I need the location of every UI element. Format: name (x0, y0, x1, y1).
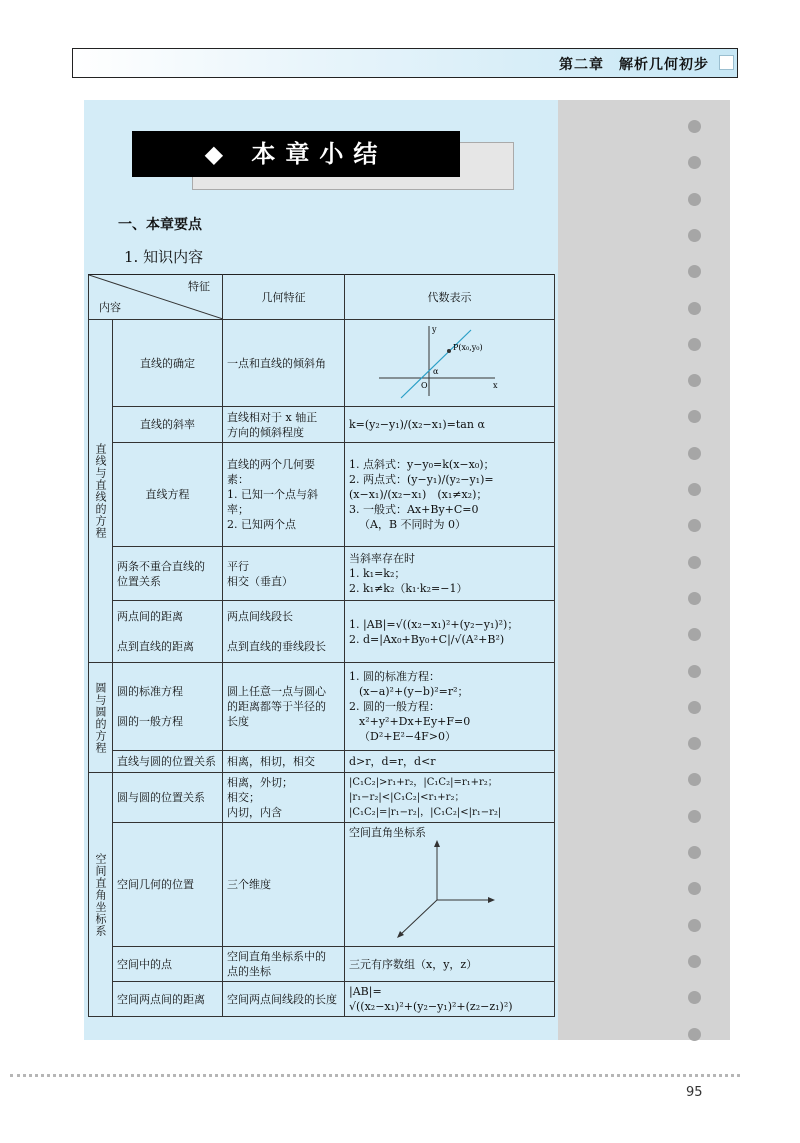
binder-hole (688, 120, 701, 133)
binder-hole (688, 955, 701, 968)
binder-hole (688, 229, 701, 242)
row-geo: 相离，相切，相交 (223, 751, 345, 773)
diagonal-header-cell (89, 275, 223, 320)
row-geo: 空间直角坐标系中的 点的坐标 (223, 947, 345, 982)
row-geo: 相离，外切； 相交； 内切，内含 (223, 773, 345, 823)
row-item: 两条不重合直线的 位置关系 (113, 547, 223, 601)
chapter-header-bar (72, 48, 738, 78)
binder-hole (688, 810, 701, 823)
table-row (89, 663, 555, 751)
row-alg: 1. 点斜式：y−y₀=k(x−x₀)； 2. 两点式：(y−y₁)/(y₂−y₁)=(x−x₁)/(x₂−x₁) (x₁≠x₂)； 3. 一般式：Ax+By+C=0 （A，B 不同时为 0） (345, 443, 555, 547)
row-item: 直线的确定 (113, 320, 223, 407)
binder-hole (688, 302, 701, 315)
row-geo: 直线的两个几何要 素： 1. 已知一个点与斜 率； 2. 已知两个点 (223, 443, 345, 547)
table-row (89, 982, 555, 1017)
row-item: 空间几何的位置 (113, 823, 223, 947)
binder-hole (688, 592, 701, 605)
group-circle-equation: 圆与圆的方程 (89, 663, 113, 773)
binder-hole (688, 483, 701, 496)
table-row (89, 547, 555, 601)
row-item: 直线方程 (113, 443, 223, 547)
space-axes-diagram (349, 840, 549, 940)
section-title: ◆ 本章小结 (132, 131, 460, 177)
binder-hole (688, 374, 701, 387)
row-geo: 平行 相交（垂直） (223, 547, 345, 601)
chapter-title: 第二章 解析几何初步 (559, 57, 709, 73)
row-geo: 空间两点间线段的长度 (223, 982, 345, 1017)
binder-hole (688, 701, 701, 714)
row-item: 圆与圆的位置关系 (113, 773, 223, 823)
heading-key-points: 一、本章要点 (118, 217, 202, 233)
table-row (89, 773, 555, 823)
binder-strip (558, 100, 730, 1040)
row-alg: 1. 圆的标准方程： (x−a)²+(y−b)²=r²； 2. 圆的一般方程： x²+y²+Dx+Ey+F=0 （D²+E²−4F>0） (345, 663, 555, 751)
row-alg: d>r，d=r，d<r (345, 751, 555, 773)
summary-table (88, 274, 555, 1017)
row-item: 两点间的距离 点到直线的距离 (113, 601, 223, 663)
row-geo: 两点间线段长 点到直线的垂线段长 (223, 601, 345, 663)
table-row (89, 751, 555, 773)
row-item: 圆的标准方程 圆的一般方程 (113, 663, 223, 751)
row-geo: 圆上任意一点与圆心 的距离都等于半径的 长度 (223, 663, 345, 751)
header-feature: 特征 (188, 280, 210, 293)
group-line-equation: 直线与直线的方程 (89, 320, 113, 663)
binder-hole (688, 556, 701, 569)
row-geo: 直线相对于 x 轴正 方向的倾斜程度 (223, 407, 345, 443)
row-geo: 一点和直线的倾斜角 (223, 320, 345, 407)
line-direction-diagram (349, 322, 549, 400)
table-row (89, 443, 555, 547)
row-alg: |AB|= √((x₂−x₁)²+(y₂−y₁)²+(z₂−z₁)²) (345, 982, 555, 1017)
row-alg: 1. |AB|=√((x₂−x₁)²+(y₂−y₁)²)； 2. d=|Ax₀+By₀+C|/√(A²+B²) (345, 601, 555, 663)
table-row (89, 823, 555, 947)
binder-hole (688, 737, 701, 750)
heading-knowledge-content: 1. 知识内容 (124, 248, 204, 266)
table-row (89, 601, 555, 663)
row-item: 空间中的点 (113, 947, 223, 982)
page-number: 95 (686, 1085, 703, 1100)
binder-hole (688, 846, 701, 859)
space-axes-caption: 空间直角坐标系 (349, 826, 426, 839)
table-row (89, 407, 555, 443)
header-algebraic: 代数表示 (345, 275, 555, 320)
diagram-y-label: y (432, 325, 437, 334)
row-alg: |C₁C₂|>r₁+r₂，|C₁C₂|=r₁+r₂； |r₁−r₂|<|C₁C₂|<r₁+r₂； |C₁C₂|=|r₁−r₂|，|C₁C₂|<|r₁−r₂| (345, 773, 555, 823)
binder-hole (688, 919, 701, 932)
row-item: 直线的斜率 (113, 407, 223, 443)
footer-dotted-line (10, 1074, 740, 1077)
row-alg: 当斜率存在时 1. k₁=k₂； 2. k₁≠k₂（k₁·k₂=−1） (345, 547, 555, 601)
table-header-row (89, 275, 555, 320)
row-geo: 三个维度 (223, 823, 345, 947)
header-square-decoration (719, 55, 734, 70)
diagram-point-label: P(x₀,y₀) (453, 343, 483, 352)
binder-hole (688, 1028, 701, 1041)
binder-hole (688, 665, 701, 678)
diagram-origin-label: O (421, 381, 428, 390)
row-alg: k=(y₂−y₁)/(x₂−x₁)=tan α (345, 407, 555, 443)
diagram-alpha-label: α (433, 367, 439, 376)
row-item: 空间两点间的距离 (113, 982, 223, 1017)
header-content: 内容 (99, 301, 121, 314)
diagram-x-label: x (493, 381, 498, 390)
row-alg: 三元有序数组（x，y，z） (345, 947, 555, 982)
group-space-coordinates: 空间直角坐标系 (89, 773, 113, 1017)
table-row (89, 947, 555, 982)
binder-hole (688, 338, 701, 351)
row-item: 直线与圆的位置关系 (113, 751, 223, 773)
binder-hole (688, 447, 701, 460)
line-diagram-cell (345, 320, 555, 407)
header-geometric: 几何特征 (223, 275, 345, 320)
table-row (89, 320, 555, 407)
binder-hole (688, 193, 701, 206)
space-axes-cell (345, 823, 555, 947)
